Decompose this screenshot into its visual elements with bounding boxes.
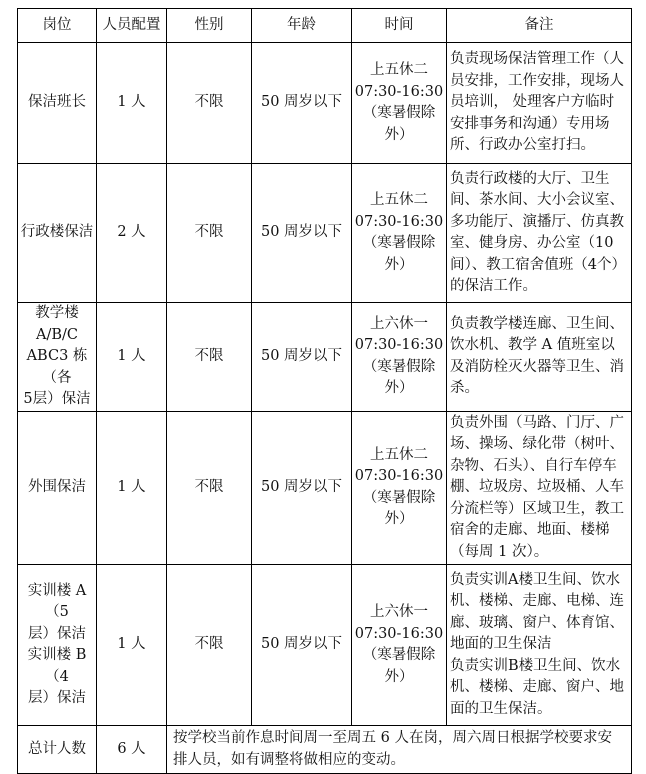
cell-time: 上六休一 07:30-16:30 （寒暑假除 外） bbox=[352, 303, 447, 412]
cell-gender: 不限 bbox=[167, 43, 252, 164]
total-label: 总计人数 bbox=[18, 726, 97, 774]
total-note: 按学校当前作息时间周一至周五 6 人在岗，周六周日根据学校要求安排人员，如有调整将做相应的变动。 bbox=[167, 726, 632, 774]
table-header-row bbox=[18, 9, 632, 43]
staffing-table bbox=[17, 8, 632, 774]
cell-time: 上五休二 07:30-16:30 （寒暑假除 外） bbox=[352, 164, 447, 303]
cell-staff: 1 人 bbox=[97, 565, 167, 726]
total-count: 6 人 bbox=[97, 726, 167, 774]
table-row bbox=[18, 565, 632, 726]
cell-position: 教学楼 A/B/C ABC3 栋（各 5层）保洁 bbox=[18, 303, 97, 412]
cell-gender: 不限 bbox=[167, 303, 252, 412]
cell-position: 外围保洁 bbox=[18, 411, 97, 565]
table-row bbox=[18, 303, 632, 412]
cell-staff: 2 人 bbox=[97, 164, 167, 303]
cell-age: 50 周岁以下 bbox=[252, 43, 352, 164]
cell-time: 上六休一 07:30-16:30 （寒暑假除 外） bbox=[352, 565, 447, 726]
cell-staff: 1 人 bbox=[97, 303, 167, 412]
table-row bbox=[18, 164, 632, 303]
header-position: 岗位 bbox=[18, 9, 97, 43]
header-age: 年龄 bbox=[252, 9, 352, 43]
header-staff: 人员配置 bbox=[97, 9, 167, 43]
table-row bbox=[18, 411, 632, 565]
cell-remark: 负责教学楼连廊、卫生间、饮水机、教学 A 值班室以及消防栓灭火器等卫生、消杀。 bbox=[447, 303, 632, 412]
cell-remark: 负责外围（马路、门厅、广场、操场、绿化带（树叶、杂物、石头）、自行车停车棚、垃圾房、垃圾桶、人车分流栏等）区域卫生，教工宿舍的走廊、地面、楼梯（每周 1 次）。 bbox=[447, 411, 632, 565]
cell-position: 保洁班长 bbox=[18, 43, 97, 164]
cell-staff: 1 人 bbox=[97, 43, 167, 164]
cell-remark: 负责实训A楼卫生间、饮水机、楼梯、走廊、电梯、连廊、玻璃、窗户、体育馆、地面的卫生保洁 负责实训B楼卫生间、饮水机、楼梯、走廊、窗户、地面的卫生保洁。 bbox=[447, 565, 632, 726]
cell-age: 50 周岁以下 bbox=[252, 303, 352, 412]
cell-age: 50 周岁以下 bbox=[252, 164, 352, 303]
cell-position: 实训楼 A（5 层）保洁 实训楼 B（4 层）保洁 bbox=[18, 565, 97, 726]
header-remark: 备注 bbox=[447, 9, 632, 43]
header-gender: 性别 bbox=[167, 9, 252, 43]
cell-gender: 不限 bbox=[167, 565, 252, 726]
cell-time: 上五休二 07:30-16:30 （寒暑假除 外） bbox=[352, 411, 447, 565]
cell-remark: 负责现场保洁管理工作（人员安排，工作安排，现场人员培训， 处理客户方临时安排事务和沟通）专用场所、行政办公室打扫。 bbox=[447, 43, 632, 164]
cell-time: 上五休二 07:30-16:30 （寒暑假除 外） bbox=[352, 43, 447, 164]
cell-position: 行政楼保洁 bbox=[18, 164, 97, 303]
header-time: 时间 bbox=[352, 9, 447, 43]
cell-remark: 负责行政楼的大厅、卫生间、茶水间、大小会议室、多功能厅、演播厅、仿真教室、健身房、办公室（10间）、教工宿舍值班（4个）的保洁工作。 bbox=[447, 164, 632, 303]
cell-gender: 不限 bbox=[167, 411, 252, 565]
table-row bbox=[18, 43, 632, 164]
cell-gender: 不限 bbox=[167, 164, 252, 303]
total-row bbox=[18, 726, 632, 774]
cell-age: 50 周岁以下 bbox=[252, 411, 352, 565]
cell-age: 50 周岁以下 bbox=[252, 565, 352, 726]
cell-staff: 1 人 bbox=[97, 411, 167, 565]
